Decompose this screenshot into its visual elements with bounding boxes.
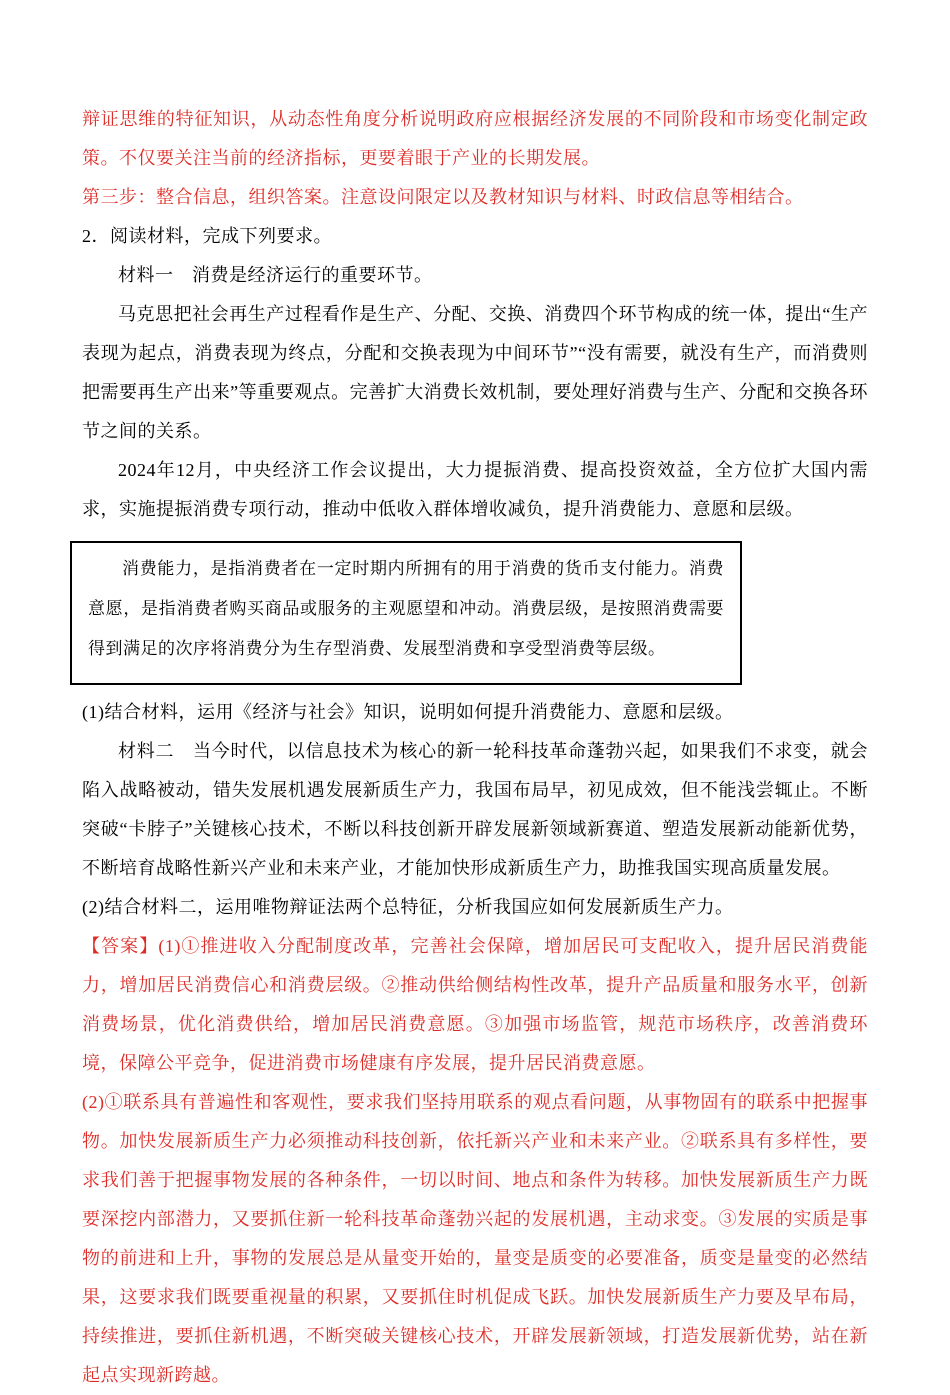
answer-paragraph-1: 【答案】(1)①推进收入分配制度改革，完善社会保障，增加居民可支配收入，提升居民消费能力，增加居民消费信心和消费层级。②推动供给侧结构性改革，提升产品质量和服务水平，创新消费场景，优化消费供给，增加居民消费意愿。③加强市场监管，规范市场秩序，改善消费环境，保障公平竞争，促进消费市场健康有序发展，提升居民消费意愿。 [82,936,868,1073]
definition-box [70,541,742,685]
material-2-paragraph: 材料二 当今时代，以信息技术为核心的新一轮科技革命蓬勃兴起，如果我们不求变，就会陷入战略被动，错失发展机遇发展新质生产力，我国布局早，初见成效，但不能浅尝辄止。不断突破“卡脖子”关键核心技术，不断以科技创新开辟发展新领域新赛道、塑造发展新动能新优势，不断培育战略性新兴产业和未来产业，才能加快形成新质生产力，助推我国实现高质量发展。 [82,741,868,878]
question-2-stem: 2．阅读材料，完成下列要求。 [82,226,332,246]
analysis-note-continued: 辩证思维的特征知识，从动态性角度分析说明政府应根据经济发展的不同阶段和市场变化制定政策。不仅要关注当前的经济指标，更要着眼于产业的长期发展。 [82,109,868,168]
analysis-step3-note: 第三步：整合信息，组织答案。注意设问限定以及教材知识与材料、时政信息等相结合。 [82,187,804,207]
material-1-title: 材料一 消费是经济运行的重要环节。 [118,265,433,285]
definition-box-text: 消费能力，是指消费者在一定时期内所拥有的用于消费的货币支付能力。消费意愿，是指消费者购买商品或服务的主观愿望和冲动。消费层级，是按照消费需要得到满足的次序将消费分为生存型消费、发展型消费和享受型消费等层级。 [88,559,724,658]
sub-question-1: (1)结合材料，运用《经济与社会》知识，说明如何提升消费能力、意愿和层级。 [82,702,734,722]
material-1-paragraph-1: 马克思把社会再生产过程看作是生产、分配、交换、消费四个环节构成的统一体，提出“生产表现为起点，消费表现为终点，分配和交换表现为中间环节”“没有需要，就没有生产，而消费则把需要再生产出来”等重要观点。完善扩大消费长效机制，要处理好消费与生产、分配和交换各环节之间的关系。 [82,304,868,441]
material-1-paragraph-2: 2024年12月，中央经济工作会议提出，大力提振消费、提高投资效益，全方位扩大国内需求，实施提振消费专项行动，推动中低收入群体增收减负，提升消费能力、意愿和层级。 [82,460,868,519]
answer-paragraph-2: (2)①联系具有普遍性和客观性，要求我们坚持用联系的观点看问题，从事物固有的联系中把握事物。加快发展新质生产力必须推动科技创新，依托新兴产业和未来产业。②联系具有多样性，要求我们善于把握事物发展的各种条件，一切以时间、地点和条件为转移。加快发展新质生产力既要深挖内部潜力，又要抓住新一轮科技革命蓬勃兴起的发展机遇，主动求变。③发展的实质是事物的前进和上升，事物的发展总是从量变开始的，量变是质变的必要准备，质变是量变的必然结果，这要求我们既要重视量的积累，又要抓住时机促成飞跃。加快发展新质生产力要及早布局，持续推进，要抓住新机遇，不断突破关键核心技术，开辟发展新领域，打造发展新优势，站在新起点实现新跨越。 [82,1092,868,1385]
sub-question-2: (2)结合材料二，运用唯物辩证法两个总特征，分析我国应如何发展新质生产力。 [82,897,734,917]
